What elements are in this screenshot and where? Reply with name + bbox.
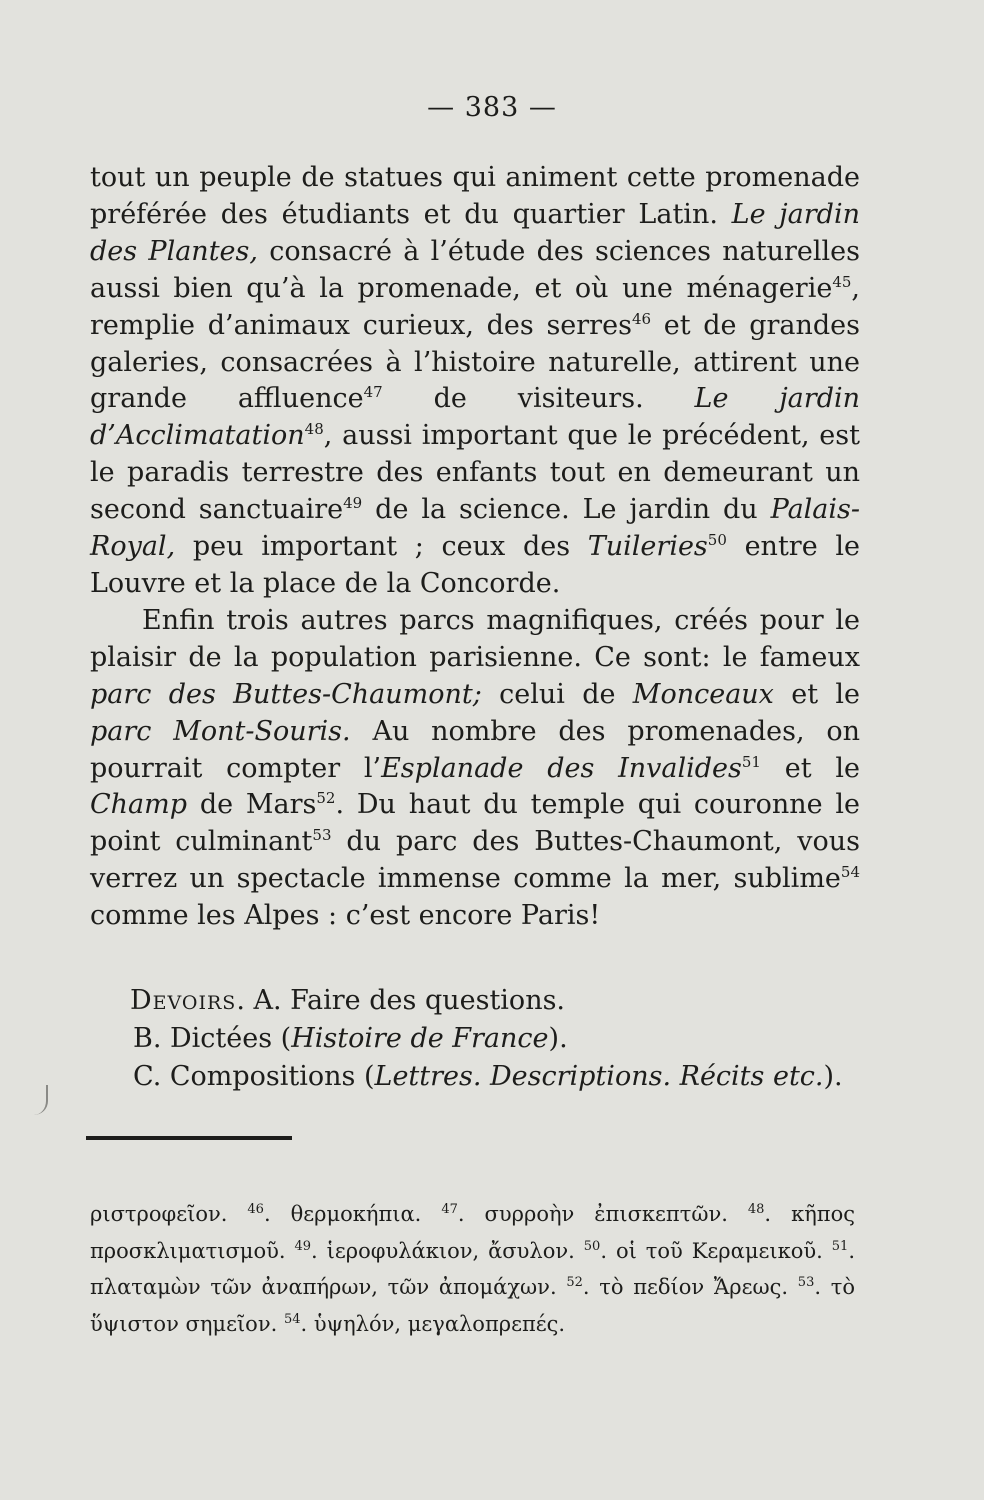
footnote-ref: 48 bbox=[304, 420, 324, 439]
footnote-ref: 50 bbox=[707, 531, 727, 550]
exercise-c bbox=[130, 1058, 870, 1096]
main-text bbox=[90, 160, 860, 935]
footnote-ref: 46 bbox=[631, 309, 652, 328]
footnote-ref: 47 bbox=[363, 383, 383, 402]
text-run: peu important ; ceux des bbox=[175, 531, 588, 563]
footnote-ref: 49 bbox=[343, 494, 363, 513]
italic-text: Le jardin d’Acclimatation bbox=[90, 383, 860, 452]
text-run: et le bbox=[773, 678, 860, 710]
paragraph-2 bbox=[90, 603, 860, 935]
paragraph-1 bbox=[90, 160, 860, 603]
text-run: consacré à l’étude des sciences naturelles aussi bien qu’à la promenade, et où une ménagerie bbox=[90, 235, 860, 304]
text-run: de Mars bbox=[187, 789, 317, 821]
footnote-ref: 47 bbox=[441, 1202, 458, 1217]
page-number: — 383 — bbox=[427, 92, 557, 123]
text-run: . κῆπος προσκλιματισμοῦ. bbox=[90, 1202, 855, 1263]
text-run: Enfin trois autres parcs magnifiques, créés pour le plaisir de la population parisienne. Ce sont: le fameux bbox=[90, 604, 860, 673]
exercises-block bbox=[130, 982, 870, 1096]
exercises-label: Devoirs bbox=[130, 985, 237, 1016]
italic-text: Esplanade des Invalides bbox=[381, 752, 742, 784]
footnote-ref: 52 bbox=[316, 789, 336, 808]
exercise-b-italic: Histoire de France bbox=[291, 1023, 549, 1054]
text-run: comme les Alpes : c’est encore Paris! bbox=[90, 900, 601, 932]
exercise-c-prefix: C. Compositions ( bbox=[133, 1061, 375, 1092]
text-run: celui de bbox=[481, 678, 633, 710]
italic-text: Tuileries bbox=[587, 531, 708, 563]
text-run: . ἱεροφυλάκιον, ἄσυλον. bbox=[311, 1238, 584, 1263]
footnote-ref: 51 bbox=[741, 752, 761, 771]
italic-text: Monceaux bbox=[632, 678, 774, 710]
text-run: du parc des Buttes-Chaumont, vous verrez un spectacle immense comme la mer, sublime bbox=[90, 826, 861, 895]
exercise-c-italic: Lettres. Descriptions. Récits etc. bbox=[374, 1061, 824, 1092]
text-run: . πλαταμὼν τῶν ἀναπήρων, τῶν ἀπομάχων. bbox=[90, 1238, 855, 1299]
margin-pencil-mark bbox=[30, 1085, 48, 1115]
footnote-ref: 49 bbox=[294, 1238, 312, 1254]
text-run: . ὑψηλόν, μεγαλοπρεπές. bbox=[300, 1311, 566, 1336]
text-run: . θερμοκήπια. bbox=[263, 1202, 442, 1226]
text-run: . τὸ πεδίον Ἄρεως. bbox=[582, 1275, 798, 1299]
footnotes bbox=[90, 1196, 855, 1342]
text-run: tout un peuple de statues qui animent cette promenade préférée des étudiants et du quartier Latin. bbox=[90, 162, 860, 230]
text-run: Au nombre des promenades, on pourrait compter l’ bbox=[90, 715, 860, 784]
footnote-ref: 51 bbox=[831, 1238, 849, 1254]
text-run: , aussi important que le précédent, est le paradis terrestre des enfants tout en demeurant un second sanctuaire bbox=[90, 420, 860, 526]
text-run: . συρροὴν ἐπισκεπτῶν. bbox=[457, 1202, 748, 1226]
footnote-ref: 53 bbox=[797, 1275, 815, 1290]
text-run: ριστροφεῖον. bbox=[90, 1202, 248, 1226]
italic-text: Champ bbox=[90, 789, 188, 821]
text-run: , remplie d’animaux curieux, des serres bbox=[90, 272, 860, 341]
exercise-a bbox=[130, 982, 870, 1020]
exercise-a-text: . A. Faire des questions. bbox=[236, 985, 566, 1016]
text-run: . Du haut du temple qui couronne le point culminant bbox=[90, 789, 860, 858]
exercise-c-suffix: ). bbox=[823, 1061, 843, 1092]
text-run: de la science. Le jardin du bbox=[362, 494, 771, 526]
footnote-rule bbox=[86, 1136, 292, 1140]
text-run: entre le Louvre et la place de la Concorde. bbox=[90, 531, 860, 599]
footnote-ref: 50 bbox=[583, 1238, 601, 1254]
footnote-ref: 54 bbox=[840, 863, 860, 882]
text-run: . οἱ τοῦ Κεραμεικοῦ. bbox=[600, 1238, 832, 1263]
italic-text: Palais-Royal, bbox=[90, 494, 861, 563]
exercise-b-suffix: ). bbox=[548, 1023, 568, 1054]
footnote-ref: 48 bbox=[747, 1202, 765, 1217]
text-run: . τὸ ὕψιστον σημεῖον. bbox=[90, 1275, 855, 1336]
footnote-ref: 54 bbox=[283, 1311, 301, 1327]
italic-text: parc des Buttes-Chaumont; bbox=[90, 678, 482, 710]
text-run: et de grandes galeries, consacrées à l’histoire naturelle, attirent une grande affluence bbox=[90, 309, 860, 415]
footnote-ref: 45 bbox=[832, 272, 852, 291]
italic-text: parc Mont-Souris. bbox=[90, 715, 351, 747]
italic-text: Le jardin des Plantes, bbox=[90, 198, 860, 267]
text-run: et le bbox=[760, 752, 860, 784]
footnote-ref: 52 bbox=[566, 1275, 583, 1290]
exercise-b bbox=[130, 1020, 870, 1058]
footnote-ref: 46 bbox=[247, 1202, 264, 1217]
text-run: de visiteurs. bbox=[382, 383, 695, 415]
exercise-b-prefix: B. Dictées ( bbox=[133, 1023, 292, 1054]
footnote-ref: 53 bbox=[312, 826, 332, 845]
